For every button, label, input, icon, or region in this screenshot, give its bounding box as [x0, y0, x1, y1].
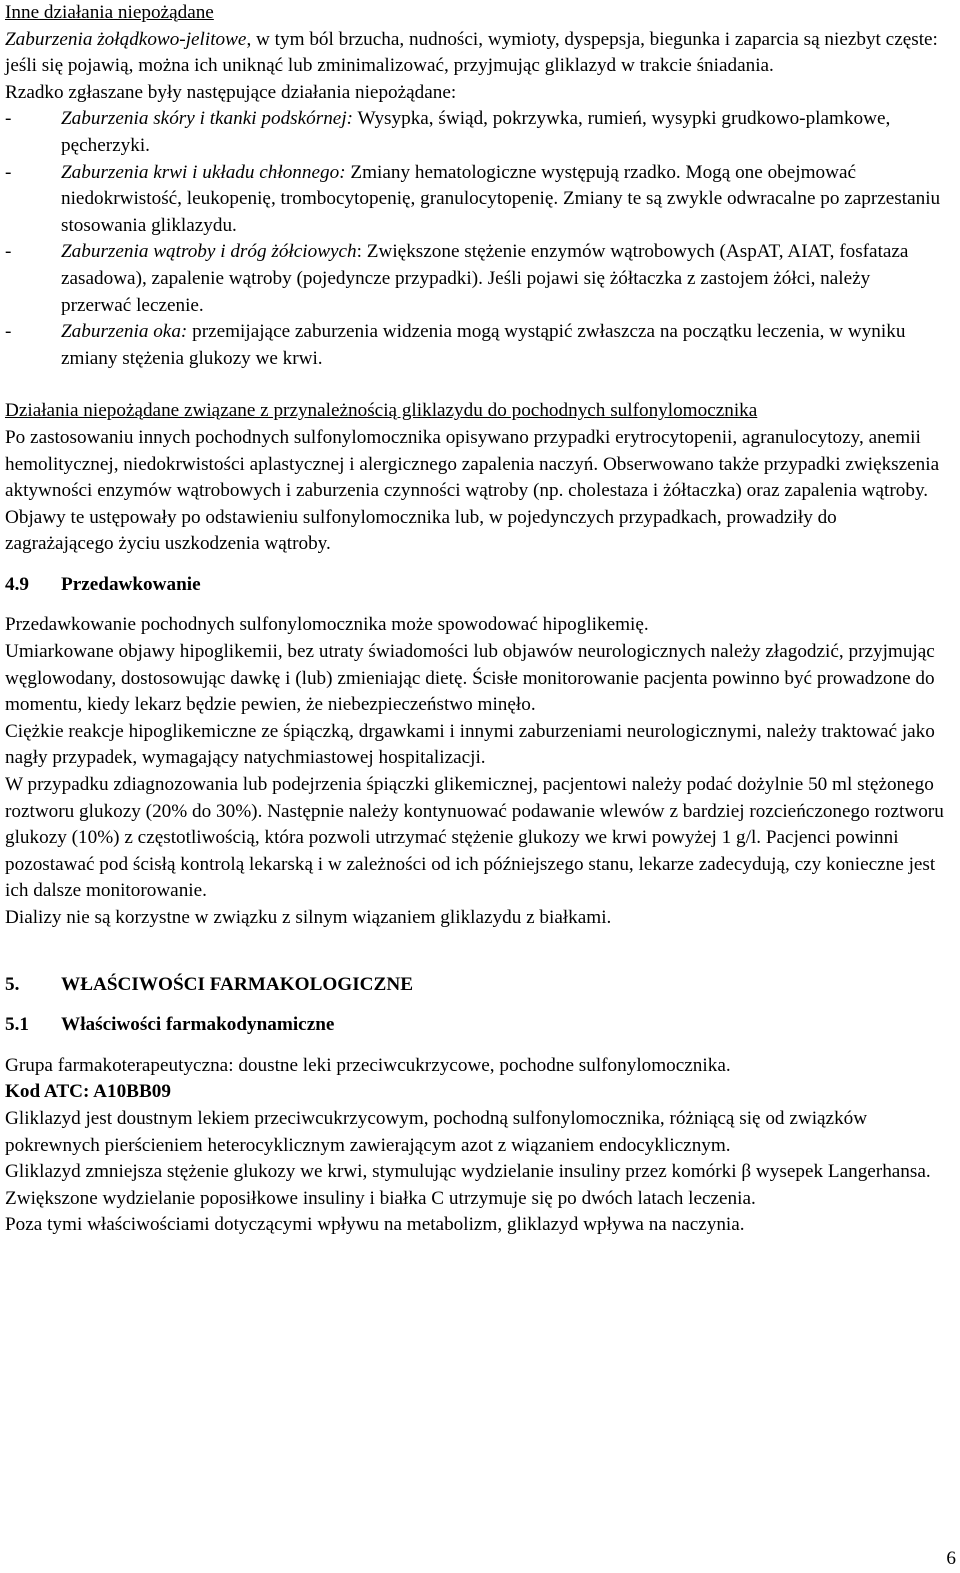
- document-body: [5, 0, 945, 1239]
- overdose-paragraph: Przedawkowanie pochodnych sulfonylomocznika może spowodować hipoglikemię.: [5, 614, 649, 636]
- bullet-text: Zaburzenia skóry i tkanki podskórnej: Wysypka, świąd, pokrzywka, rumień, wysypki grudkowo-plamkowe, pęcherzyki.: [61, 108, 891, 156]
- spacer: [5, 1039, 945, 1053]
- gi-paragraph: [5, 27, 945, 80]
- gi-text: , w tym ból brzucha, nudności, wymioty, dyspepsja, biegunka i zaparcia są niezbyt częste: jeśli się pojawią, można ich uniknąć lub zminimalizować, przyjmując gliklazyd w trakcie śniadania.: [5, 28, 938, 77]
- section-title-class-effects: Działania niepożądane związane z przynależnością gliklazydu do pochodnych sulfonylomocznika: [5, 400, 758, 422]
- bullet-text: Zaburzenia oka: przemijające zaburzenia widzenia mogą wystąpić zwłaszcza na początku leczenia, w wyniku zmiany stężenia glukozy we krwi.: [61, 321, 906, 369]
- bullet-item: [5, 160, 945, 240]
- spacer: [5, 598, 945, 612]
- bullet-dash: -: [5, 108, 12, 130]
- spacer: [5, 558, 945, 572]
- section-heading: Właściwości farmakodynamiczne: [61, 1014, 335, 1036]
- pharmacodynamic-paragraph: Gliklazyd zmniejsza stężenie glukozy we krwi, stymulując wydzielanie insuliny przez komórki β wysepek Langerhansa. Zwiększone wydzielanie poposiłkowe insuliny i białka C utrzymuje się po dwóch latach leczenia.: [5, 1161, 931, 1209]
- page-number: 6: [946, 1548, 956, 1569]
- pharmacodynamic-paragraph: Poza tymi właściwościami dotyczącymi wpływu na metabolizm, gliklazyd wpływa na naczynia.: [5, 1214, 745, 1236]
- section-number: 5.1: [5, 1014, 29, 1036]
- heading-overdose: [5, 572, 945, 599]
- heading-section-5-1: [5, 1012, 945, 1039]
- section-heading: Przedawkowanie: [61, 573, 201, 595]
- bullet-dash: -: [5, 321, 12, 343]
- pharmacotherapeutic-group: Grupa farmakoterapeutyczna: doustne leki przeciwcukrzycowe, pochodne sulfonylomocznika.: [5, 1054, 731, 1076]
- section-title-adverse: Inne działania niepożądane: [5, 2, 214, 23]
- bullet-item: [5, 239, 945, 319]
- overdose-paragraph: W przypadku zdiagnozowania lub podejrzenia śpiączki glikemicznej, pacjentowi należy podać dożylnie 50 ml stężonego roztworu glukozy (20% do 30%). Następnie należy kontynuować podawanie wlewów z bardziej rozcieńczonego roztworu glukozy (10%) z częstotliwością, która pozwoli utrzymać stężenie glukozy we krwi powyżej 1 g/l. Pacjenci powinni pozostawać pod ścisłą kontrolą lekarską i w zależności od ich późniejszego stanu, lekarze zadecydują, czy konieczne jest ich dalsze monitorowanie.: [5, 774, 944, 902]
- section-number: 4.9: [5, 573, 29, 595]
- overdose-paragraph: Umiarkowane objawy hipoglikemii, bez utraty świadomości lub objawów neurologicznych należy złagodzić, przyjmując węglowodany, dostosowując dawkę i (lub) zmieniając dietę. Ścisłe monitorowanie pacjenta powinno być prowadzone do momentu, kiedy lekarz będzie pewien, że niebezpieczeństwo minęło.: [5, 641, 935, 716]
- bullet-text: Zaburzenia krwi i układu chłonnego: Zmiany hematologiczne występują rzadko. Mogą one obejmować niedokrwistość, leukopenię, trombocytopenię, granulocytopenię. Zmiany te są zwykle odwracalne po zaprzestaniu stosowania gliklazydu.: [61, 161, 941, 236]
- section-heading: WŁAŚCIWOŚCI FARMAKOLOGICZNE: [61, 973, 413, 995]
- atc-code: Kod ATC: A10BB09: [5, 1081, 171, 1103]
- spacer: [5, 998, 945, 1012]
- overdose-paragraph: Ciężkie reakcje hipoglikemiczne ze śpiączką, drgawkami i innymi zaburzeniami neurologicznymi, należy traktować jako nagły przypadek, wymagający natychmiastowej hospitalizacji.: [5, 720, 935, 769]
- gi-label: Zaburzenia żołądkowo-jelitowe: [5, 28, 247, 50]
- pharmacodynamic-paragraph: Gliklazyd jest doustnym lekiem przeciwcukrzycowym, pochodną sulfonylomocznika, różniącą się od związków pokrewnych pierścieniem heterocyklicznym zawierającym azot z wiązaniem endocyklicznym.: [5, 1107, 868, 1156]
- overdose-paragraph: Dializy nie są korzystne w związku z silnym wiązaniem gliklazydu z białkami.: [5, 907, 612, 928]
- bullet-text: Zaburzenia wątroby i dróg żółciowych: Zwiększone stężenie enzymów wątrobowych (AspAT, AIAT, fosfataza zasadowa), zapalenie wątroby (pojedyncze przypadki). Jeśli pojawi się żółtaczka z zastojem żółci, należy przerwać leczenie.: [61, 241, 909, 316]
- rare-intro: Rzadko zgłaszane były następujące działania niepożądane:: [5, 81, 457, 103]
- bullet-label: Zaburzenia wątroby i dróg żółciowych: [61, 241, 357, 263]
- bullet-item: [5, 319, 945, 372]
- bullet-dash: -: [5, 161, 12, 183]
- bullet-dash: -: [5, 241, 12, 263]
- bullet-label: Zaburzenia skóry i tkanki podskórnej:: [61, 108, 354, 130]
- class-effects-paragraph: Po zastosowaniu innych pochodnych sulfonylomocznika opisywano przypadki erytrocytopenii, agranulocytozy, anemii hemolitycznej, niedokrwistości aplastycznej i alergicznego zapalenia naczyń. Obserwowano także przypadki zwiększenia aktywności enzymów wątrobowych i zaburzenia czynności wątroby (np. cholestaza i żółtaczka) oraz zapalenia wątroby. Objawy te ustępowały po odstawieniu sulfonylomocznika lub, w pojedynczych przypadkach, prowadziły do zagrażającego życiu uszkodzenia wątroby.: [5, 426, 940, 555]
- spacer: [5, 932, 945, 972]
- bullet-label: Zaburzenia krwi i układu chłonnego:: [61, 161, 346, 183]
- bullet-item: [5, 106, 945, 159]
- spacer: [5, 372, 945, 398]
- section-number: 5.: [5, 973, 20, 995]
- bullet-label: Zaburzenia oka:: [61, 321, 188, 343]
- heading-section-5: [5, 972, 945, 999]
